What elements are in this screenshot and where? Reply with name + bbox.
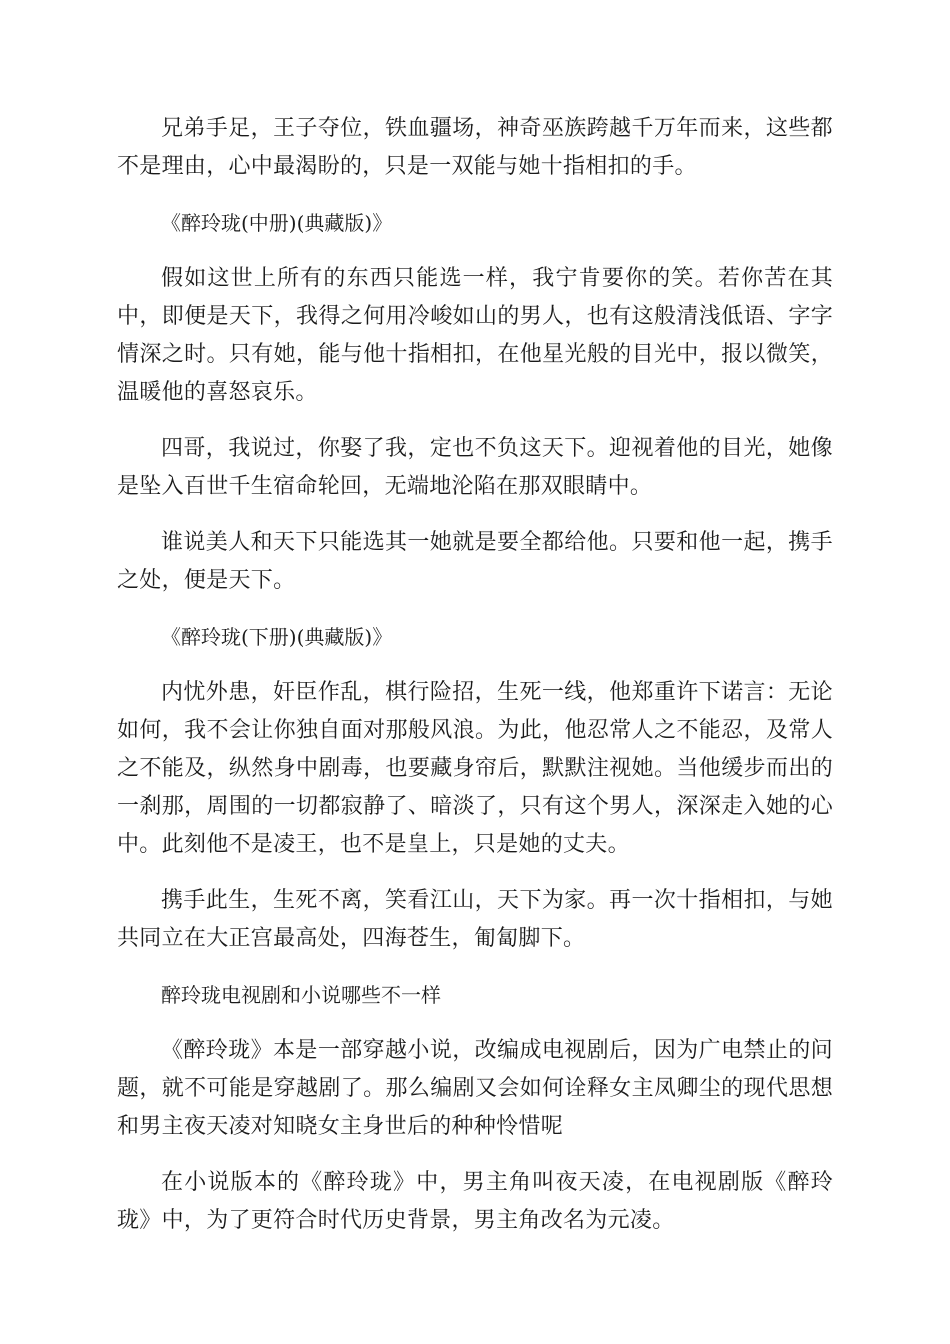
heading-middle-volume: 《醉玲珑(中册)(典藏版)》 <box>161 211 393 235</box>
paragraph-your-smile: 假如这世上所有的东西只能选一样，我宁肯要你的笑。若你苦在其中，即便是天下，我得之何用冷峻如山的男人，也有这般清浅低语、字字情深之时。只有她，能与他十指相扣，在他星光般的目光中，报以微笑，温暖他的喜怒哀乐。 <box>117 266 833 405</box>
paragraph-internal-strife: 内忧外患，奸臣作乱，棋行险招，生死一线，他郑重许下诺言：无论如何，我不会让你独自面对那般风浪。为此，他忍常人之不能忍，及常人之不能及，纵然身中剧毒，也要藏身帘后，默默注视她。当他缓步而出的一刹那，周围的一切都寂静了、暗淡了，只有这个男人，深深走入她的心中。此刻他不是凌王，也不是皇上，只是她的丈夫。 <box>117 680 833 857</box>
heading-final-volume: 《醉玲珑(下册)(典藏版)》 <box>161 625 393 649</box>
paragraph-male-lead-name: 在小说版本的《醉玲珑》中，男主角叫夜天凌，在电视剧版《醉玲珑》中，为了更符合时代历史背景，男主角改名为元凌。 <box>117 1170 833 1233</box>
paragraph-time-travel-novel: 《醉玲珑》本是一部穿越小说，改编成电视剧后，因为广电禁止的问题，就不可能是穿越剧了。那么编剧又会如何诠释女主凤卿尘的现代思想和男主夜天凌对知晓女主身世后的种种怜惜呢 <box>117 1038 833 1139</box>
document-page <box>117 110 833 1258</box>
paragraph-fourth-brother: 四哥，我说过，你娶了我，定也不负这天下。迎视着他的目光，她像是坠入百世千生宿命轮回，无端地沦陷在那双眼睛中。 <box>117 436 833 499</box>
paragraph-beauty-and-world: 谁说美人和天下只能选其一她就是要全都给他。只要和他一起，携手之处，便是天下。 <box>117 530 833 593</box>
heading-tv-vs-novel: 醉玲珑电视剧和小说哪些不一样 <box>161 983 441 1007</box>
paragraph-hand-in-hand: 携手此生，生死不离，笑看江山，天下为家。再一次十指相扣，与她共同立在大正宫最高处，四海苍生，匍匐脚下。 <box>117 888 833 951</box>
paragraph-brothers: 兄弟手足，王子夺位，铁血疆场，神奇巫族跨越千万年而来，这些都不是理由，心中最渴盼的，只是一双能与她十指相扣的手。 <box>117 116 833 179</box>
